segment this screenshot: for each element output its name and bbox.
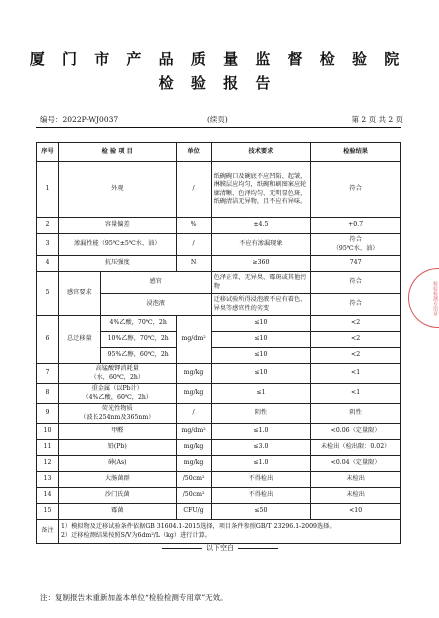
row-unit: / (176, 234, 211, 256)
inspection-seal: 检验检测专用章 (408, 268, 439, 328)
table-row (37, 424, 401, 440)
row-condition: 4%乙酸，70℃，2h (100, 316, 176, 332)
row-item: 外观 (58, 162, 176, 218)
table-row (37, 272, 401, 294)
row-item: 感官要求 (58, 272, 100, 316)
row-unit: mg/kg (176, 364, 211, 384)
row-condition: 10%乙醇，70℃，2h (100, 332, 176, 348)
row-item: 抗压强度 (58, 256, 176, 272)
row-no: 11 (37, 440, 59, 456)
row-result: 符合 （95℃水、油） (311, 234, 401, 256)
table-row (37, 440, 401, 456)
row-unit: mg/kg (176, 440, 211, 456)
row-item: 容量偏差 (58, 218, 176, 234)
row-no: 14 (37, 488, 59, 504)
row-result: <1 (311, 384, 401, 404)
row-requirement: ±4.5 (211, 218, 311, 234)
table-row (37, 504, 401, 520)
row-requirement: 色泽正常，无异臭、霉斑或其他污物 (211, 272, 311, 294)
row-item: 渗漏性能（95℃±5℃水、油） (58, 234, 176, 256)
row-item: 砷(As) (58, 456, 176, 472)
row-requirement: ≤50 (211, 504, 311, 520)
row-requirement: ≥360 (211, 256, 311, 272)
row-subitem: 感官 (100, 272, 211, 294)
continued-label: (续页) (207, 115, 228, 124)
row-unit: /50cm² (176, 488, 211, 504)
row-item: 总迁移量 (58, 316, 100, 364)
table-row (37, 218, 401, 234)
header-unit: 单位 (176, 143, 211, 162)
row-result: 符合 (311, 294, 401, 316)
row-result: 符合 (311, 162, 401, 218)
row-unit: CFU/g (176, 504, 211, 520)
row-no: 5 (37, 272, 59, 316)
row-requirement: 不应有渗漏现象 (211, 234, 311, 256)
row-no: 2 (37, 218, 59, 234)
row-result: <0.04（定量限） (311, 456, 401, 472)
row-no: 4 (37, 256, 59, 272)
row-unit: /50cm² (176, 472, 211, 488)
row-no: 12 (37, 456, 59, 472)
row-no: 10 (37, 424, 59, 440)
row-unit: mg/kg (176, 384, 211, 404)
row-item: 铅(Pb) (58, 440, 176, 456)
report-number: 编号：2022P-WJ0037 (40, 115, 119, 124)
row-requirement: ≤10 (211, 364, 311, 384)
row-requirement: ≤10 (211, 348, 311, 364)
table-row (37, 488, 401, 504)
table-row (37, 316, 401, 332)
remark-1: 1）模拟物及迁移试验条件依据GB 31604.1-2015选择，项目条件参照GB/T 23296.1-2009选择。 (60, 523, 336, 531)
table-row (37, 234, 401, 256)
row-item: 大肠菌群 (58, 472, 176, 488)
row-unit: mg/dm² (176, 424, 211, 440)
row-unit: / (176, 162, 211, 218)
row-result: <0.06（定量限） (311, 424, 401, 440)
row-unit: % (176, 218, 211, 234)
row-condition: 95%乙醇，60℃，2h (100, 348, 176, 364)
row-requirement: ≤1 (211, 384, 311, 404)
end-line-left (162, 548, 202, 549)
header-no: 序号 (37, 143, 59, 162)
row-unit: mg/kg (176, 456, 211, 472)
footer-note: 注：复制报告未重新加盖本单位“检验检测专用章”无效。 (40, 593, 228, 602)
end-of-table-mark (140, 543, 300, 553)
header-requirement: 技术要求 (211, 143, 311, 162)
header-rule (36, 127, 401, 128)
table-header-row (37, 143, 401, 162)
table-row (37, 256, 401, 272)
row-requirement: 阴性 (211, 404, 311, 424)
page-indicator: 第 2 页 共 2 页 (351, 115, 403, 124)
results-table (36, 142, 401, 544)
table-row (37, 364, 401, 384)
row-result: 747 (311, 256, 401, 272)
row-result: <1 (311, 364, 401, 384)
remarks-label: 备注 (37, 520, 59, 544)
end-text: 以下空白 (206, 544, 234, 552)
row-unit: mg/dm² (176, 316, 211, 364)
row-result: 未检出 (311, 488, 401, 504)
table-row (37, 384, 401, 404)
row-requirement: 迁移试验所得浸泡液不应有着色、异臭等感官性的劣变 (211, 294, 311, 316)
row-no: 3 (37, 234, 59, 256)
row-item: 重金属（以Pb计） （4%乙酸，60℃，2h） (58, 384, 176, 404)
row-no: 6 (37, 316, 59, 364)
report-title: 检 验 报 告 (158, 74, 277, 92)
row-unit: N (176, 256, 211, 272)
table-row (37, 472, 401, 488)
row-requirement: ≤10 (211, 332, 311, 348)
row-result: 未检出（检出限：0.02） (311, 440, 401, 456)
row-item: 霉菌 (58, 504, 176, 520)
row-no: 13 (37, 472, 59, 488)
table-row (37, 456, 401, 472)
row-result: +0.7 (311, 218, 401, 234)
row-item: 甲醛 (58, 424, 176, 440)
row-result: 符合 (311, 272, 401, 294)
remarks-content (58, 520, 400, 544)
row-result: <2 (311, 348, 401, 364)
header-result: 检验结果 (311, 143, 401, 162)
row-result: 阴性 (311, 404, 401, 424)
row-result: <2 (311, 332, 401, 348)
row-result: <2 (311, 316, 401, 332)
row-requirement: ≤1.0 (211, 456, 311, 472)
row-no: 7 (37, 364, 59, 384)
row-subitem: 浸泡液 (100, 294, 211, 316)
row-unit: / (176, 404, 211, 424)
row-requirement: ≤10 (211, 316, 311, 332)
row-requirement: 不得检出 (211, 472, 311, 488)
row-result: 未检出 (311, 472, 401, 488)
row-item: 沙门氏菌 (58, 488, 176, 504)
row-item: 高锰酸钾消耗量 （水，60℃，2h） (58, 364, 176, 384)
row-no: 8 (37, 384, 59, 404)
row-requirement: ≤1.0 (211, 424, 311, 440)
table-row (37, 404, 401, 424)
remarks-row (37, 520, 401, 544)
row-result: <10 (311, 504, 401, 520)
row-no: 1 (37, 162, 59, 218)
row-item: 荧光性物质 （波长254nm及365nm） (58, 404, 176, 424)
remark-2: 2）迁移检测结果按照S/V为6dm²/L（kg）进行计算。 (60, 531, 212, 539)
row-requirement: 纸碗碗口及碗底不应凹陷、起皱，淋膜层应均匀，纸碗和刷图案应轮廓清晰、色泽均匀、无明显色斑，纸碗清洁无异物，且不应有异味。 (211, 162, 311, 218)
table-row (37, 162, 401, 218)
row-no: 15 (37, 504, 59, 520)
institute-title: 厦 门 市 产 品 质 量 监 督 检 验 院 (29, 50, 406, 68)
row-no: 9 (37, 404, 59, 424)
row-requirement: ≤3.0 (211, 440, 311, 456)
header-item: 检 验 项 目 (58, 143, 176, 162)
row-requirement: 不得检出 (211, 488, 311, 504)
end-line-right (238, 548, 278, 549)
